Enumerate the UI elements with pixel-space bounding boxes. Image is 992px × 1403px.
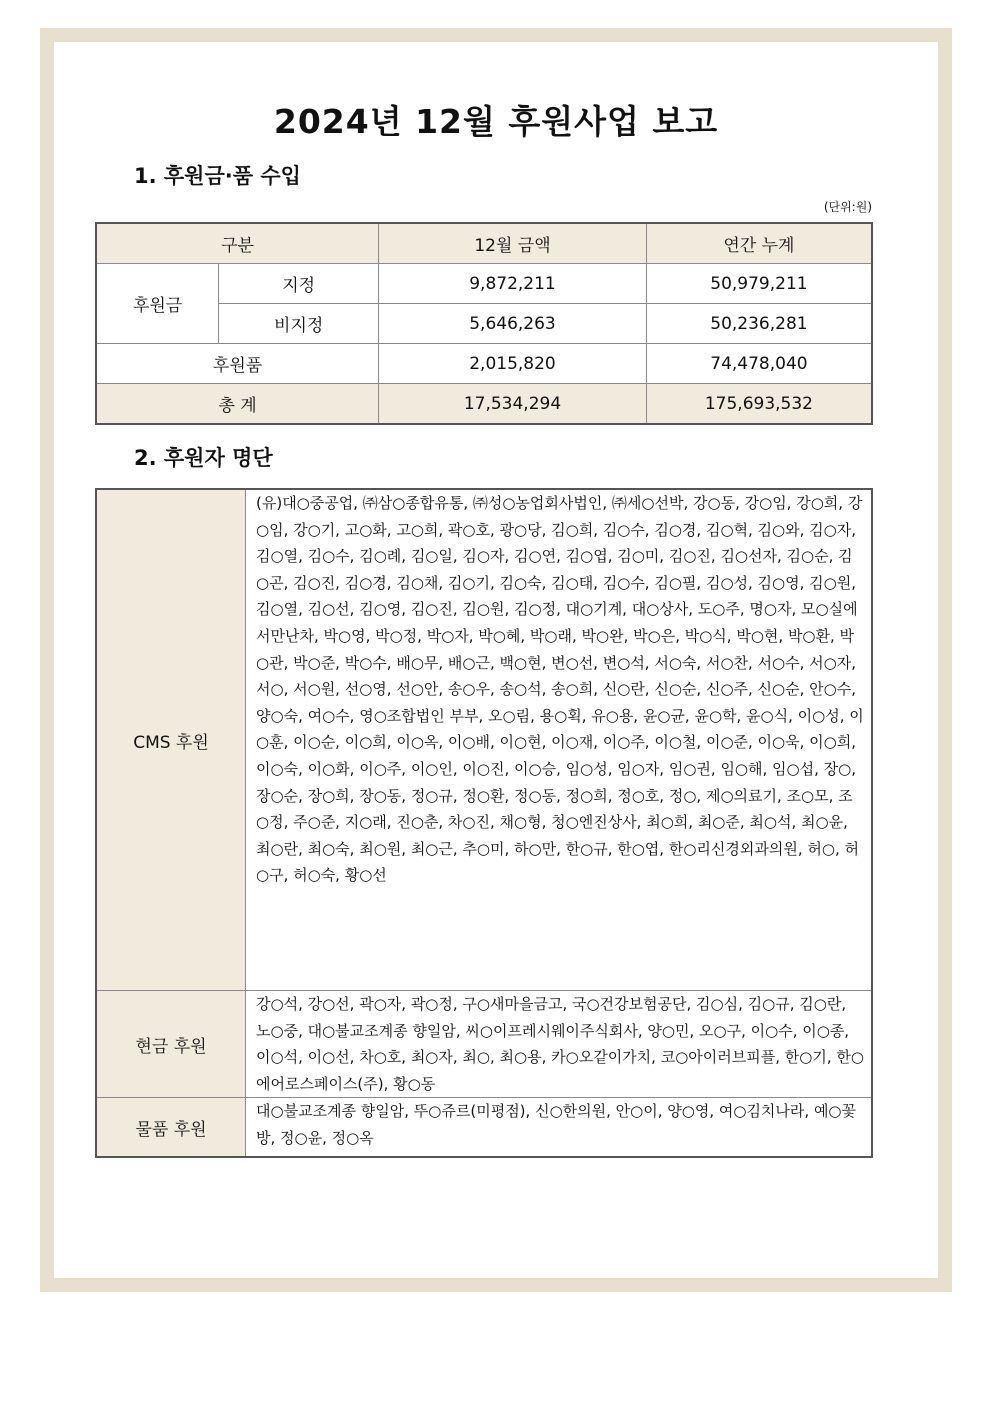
table-row [96, 991, 872, 1098]
goods-month: 2,015,820 [379, 344, 647, 384]
header-month-amount: 12월 금액 [379, 223, 647, 264]
unit-note: (단위:원) [823, 200, 872, 214]
header-annual-total: 연간 누계 [646, 223, 872, 264]
total-label: 총 계 [96, 384, 379, 425]
goods-donation-label: 물품 후원 [96, 1098, 246, 1158]
donation-label: 후원금 [96, 264, 219, 344]
designated-month: 9,872,211 [379, 264, 647, 304]
table-row [96, 489, 872, 991]
undesignated-label: 비지정 [219, 304, 379, 344]
table-row [96, 264, 872, 304]
donor-list-table [95, 488, 873, 1158]
document-page [54, 42, 938, 1278]
designated-annual: 50,979,211 [646, 264, 872, 304]
section-heading-donors: 2. 후원자 명단 [134, 446, 273, 470]
goods-donor-names: 대○불교조계종 향일암, 뚜○쥬르(미평점), 신○한의원, 안○이, 양○영, 여○김치나라, 예○꽃방, 정○윤, 정○옥 [246, 1098, 873, 1158]
total-annual: 175,693,532 [646, 384, 872, 425]
income-table [95, 222, 873, 425]
total-month: 17,534,294 [379, 384, 647, 425]
header-category: 구분 [96, 223, 379, 264]
table-header-row [96, 223, 872, 264]
page-border [40, 28, 952, 1292]
goods-annual: 74,478,040 [646, 344, 872, 384]
page-title: 2024년 12월 후원사업 보고 [273, 102, 719, 141]
cash-label: 현금 후원 [96, 991, 246, 1098]
table-row [96, 344, 872, 384]
cms-donor-names: (유)대○중공업, ㈜삼○종합유통, ㈜성○농업회사법인, ㈜세○선박, 강○동, 강○임, 강○희, 강○임, 강○기, 고○화, 고○희, 곽○호, 광○당, 김○희, 김○수, 김○경, 김○혁, 김○와, 김○자, 김○열, 김○수, 김○례, 김○일, 김○자, 김○연, 김○엽, 김○미, 김○진, 김○선자, 김○순, 김○곤, 김○진, 김○경, 김○채, 김○기, 김○숙, 김○태, 김○수, 김○필, 김○성, 김○영, 김○원, 김○열, 김○선, 김○영, 김○진, 김○원, 김○정, 대○기계, 대○상사, 도○주, 명○자, 모○실에서만난차, 박○영, 박○정, 박○자, 박○혜, 박○래, 박○완, 박○은, 박○식, 박○현, 박○환, 박○관, 박○준, 박○수, 배○무, 배○근, 백○현, 변○선, 변○석, 서○숙, 서○찬, 서○수, 서○자, 서○, 서○원, 선○영, 선○안, 송○우, 송○석, 송○희, 신○란, 신○순, 신○주, 신○순, 안○수, 양○숙, 여○수, 영○조합법인 부부, 오○림, 용○획, 유○용, 윤○균, 윤○학, 윤○식, 이○성, 이○훈, 이○순, 이○희, 이○옥, 이○배, 이○현, 이○재, 이○주, 이○철, 이○준, 이○욱, 이○희, 이○숙, 이○화, 이○주, 이○인, 이○진, 이○승, 임○성, 임○자, 임○권, 임○해, 임○섭, 장○, 장○순, 장○희, 장○동, 정○규, 정○환, 정○동, 정○희, 정○호, 정○, 제○의료기, 조○모, 조○정, 주○준, 지○래, 진○춘, 차○진, 채○형, 청○엔진상사, 최○희, 최○준, 최○석, 최○윤, 최○란, 최○숙, 최○원, 최○근, 추○미, 하○만, 한○규, 한○엽, 한○리신경외과의원, 허○, 허○구, 허○숙, 황○선 [246, 489, 873, 991]
undesignated-month: 5,646,263 [379, 304, 647, 344]
total-row [96, 384, 872, 425]
designated-label: 지정 [219, 264, 379, 304]
undesignated-annual: 50,236,281 [646, 304, 872, 344]
cms-label: CMS 후원 [96, 489, 246, 991]
table-row [96, 1098, 872, 1158]
cash-donor-names: 강○석, 강○선, 곽○자, 곽○정, 구○새마을금고, 국○건강보험공단, 김○심, 김○규, 김○란, 노○중, 대○불교조계종 향일암, 씨○이프레시웨이주식회사, 양○민, 오○구, 이○수, 이○종, 이○석, 이○선, 차○호, 최○자, 최○, 최○용, 카○오같이가치, 코○아이러브피플, 한○기, 한○에어로스페이스(주), 황○동 [246, 991, 873, 1098]
section-heading-income: 1. 후원금·품 수입 [134, 164, 301, 188]
goods-label: 후원품 [96, 344, 379, 384]
